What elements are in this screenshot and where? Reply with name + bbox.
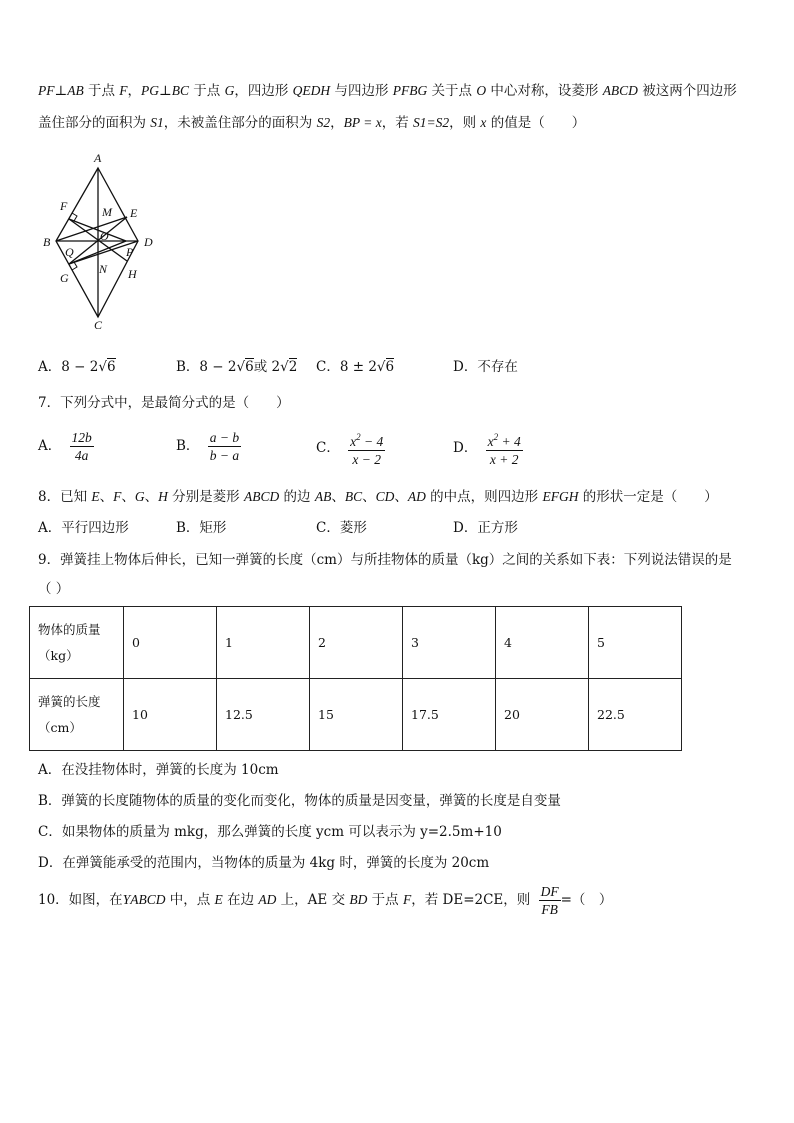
label-e: E xyxy=(130,206,138,220)
label-n: N xyxy=(99,262,108,276)
q7-option-a: A． $\frac{12b}{4a}$ xyxy=(38,430,92,463)
rhombus-abcd xyxy=(56,168,138,317)
table-row xyxy=(30,679,682,751)
sqrt-sign: √ xyxy=(280,359,289,375)
table-cell: 17.5 xyxy=(403,679,496,751)
fraction: $\frac{a - b}{b - a}$ xyxy=(209,430,240,463)
label-o: O xyxy=(100,229,109,243)
label-m: M xyxy=(102,205,112,219)
sqrt-sign: √ xyxy=(98,359,107,375)
table-cell: 12.5 xyxy=(217,679,310,751)
table-header-cell: 弹簧的长度 （cm） xyxy=(30,679,124,751)
q6-option-a: A．8 − 2√6 xyxy=(38,359,116,375)
table-cell: 15 xyxy=(310,679,403,751)
fraction: $\frac{DF}{FB}$ xyxy=(540,884,559,917)
q7-option-d: D． $\frac{x^2 + 4}{x + 2}$ xyxy=(453,432,521,467)
q9-option-c: C．如果物体的质量为 mkg，那么弹簧的长度 ycm 可以表示为 y=2.5m+10 xyxy=(38,824,502,840)
table-cell: 4 xyxy=(496,607,589,679)
table-cell: 20 xyxy=(496,679,589,751)
q7-option-c: C． $\frac{x^2 - 4}{x - 2}$ xyxy=(316,432,384,467)
label-g: G xyxy=(60,271,69,285)
label-a: A xyxy=(94,151,102,165)
q6-option-c: C．8 ± 2√6 xyxy=(316,359,395,375)
sqrt-sign: √ xyxy=(236,359,246,375)
table-row xyxy=(30,607,682,679)
label-q: Q xyxy=(65,245,74,259)
q9-option-d: D．在弹簧能承受的范围内，当物体的质量为 4kg 时，弹簧的长度为 20cm xyxy=(38,855,490,871)
q6-option-b: B．8 − 2√6或 2√2 xyxy=(176,359,298,375)
table-cell: 1 xyxy=(217,607,310,679)
q7-stem: 7．下列分式中，是最简分式的是（ ） xyxy=(38,395,290,411)
q6-option-d: D．不存在 xyxy=(453,359,518,375)
fraction: $\frac{x^2 - 4}{x - 2}$ xyxy=(350,432,384,467)
table-cell: 2 xyxy=(310,607,403,679)
sqrt-sign: √ xyxy=(376,359,386,375)
label-c: C xyxy=(94,318,103,332)
q9-option-b: B．弹簧的长度随物体的质量的变化而变化，物体的质量是因变量，弹簧的长度是自变量 xyxy=(38,793,561,809)
q8-option-c: C．菱形 xyxy=(316,520,367,536)
q10-stem: 10．如图，在ΥABCD 中，点 E 在边 AD 上，AE 交 BD 于点 F，若 DE=2CE，则 $\frac{DF}{FB}$ =（ ） xyxy=(38,884,613,917)
label-b: B xyxy=(43,235,51,249)
q9-stem-cont: （ ） xyxy=(38,581,70,597)
rhombus-figure xyxy=(36,150,166,335)
label-p: P xyxy=(126,245,134,259)
label-d: D xyxy=(144,235,153,249)
mass-length-table xyxy=(29,606,682,751)
q8-option-a: A．平行四边形 xyxy=(38,520,129,536)
q7-option-b: B． $\frac{a - b}{b - a}$ xyxy=(176,430,240,463)
q6-stem-line2: 盖住部分的面积为 S1，未被盖住部分的面积为 S2，BP = x，若 S1=S2，则 x 的值是（ ） xyxy=(38,115,586,131)
table-cell: 10 xyxy=(124,679,217,751)
fraction: $\frac{x^2 + 4}{x + 2}$ xyxy=(487,432,521,467)
label-f: F xyxy=(60,199,68,213)
table-cell: 0 xyxy=(124,607,217,679)
table-cell: 5 xyxy=(589,607,682,679)
q9-option-a: A．在没挂物体时，弹簧的长度为 10cm xyxy=(38,762,279,778)
q8-option-d: D．正方形 xyxy=(453,520,518,536)
q8-option-b: B．矩形 xyxy=(176,520,227,536)
table-cell: 3 xyxy=(403,607,496,679)
q6-stem-line1: PF⊥AB 于点 F，PG⊥BC 于点 G，四边形 QEDH 与四边形 PFBG 关于点 O 中心对称，设菱形 ABCD 被这两个四边形 xyxy=(38,83,737,99)
label-h: H xyxy=(128,267,137,281)
fraction: $\frac{12b}{4a}$ xyxy=(71,430,92,463)
table-cell: 22.5 xyxy=(589,679,682,751)
q8-stem: 8．已知 E、F、G、H 分别是菱形 ABCD 的边 AB、BC、CD、AD 的中点，则四边形 EFGH 的形状一定是（ ） xyxy=(38,489,718,505)
q9-stem: 9．弹簧挂上物体后伸长，已知一弹簧的长度（cm）与所挂物体的质量（kg）之间的关系如下表：下列说法错误的是 xyxy=(38,552,732,568)
table-header-cell: 物体的质量 （kg） xyxy=(30,607,124,679)
